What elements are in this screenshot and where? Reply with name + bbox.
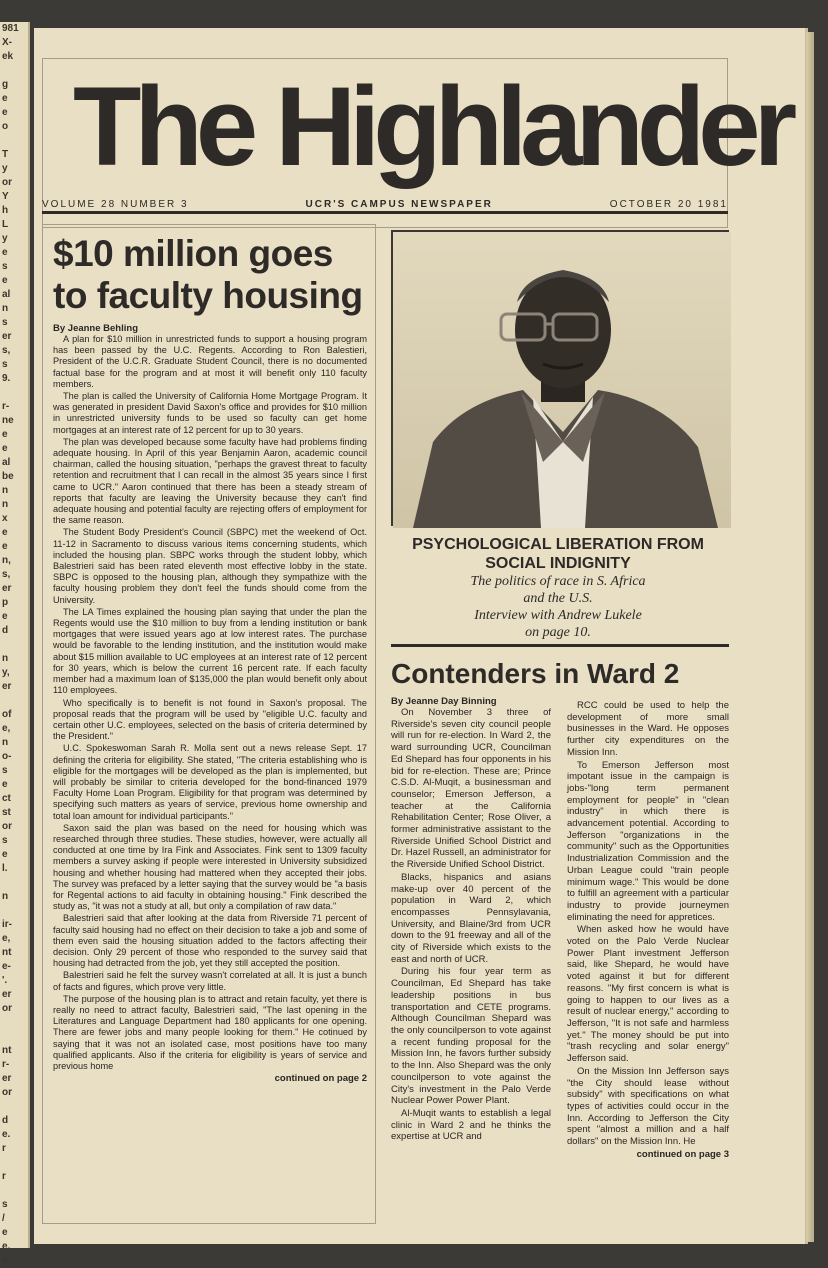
ward-story-paragraph: When asked how he would have voted on the Palo Verde Nuclear Power Plant investment Jefferson said, like Shepard, he would have voted against it but for different reasons. "My first concern is what is going to happen to our lives as a result of nuclear energy," according to Jefferson, "It is not safe and harmless yet." The money should be put into "trash recycling and solar energy" Jefferson said. (567, 924, 729, 1065)
lead-story-paragraph: The purpose of the housing plan is to attract and retain faculty, yet there is really no need to attract faculty, Balestrieri said, "The last opening in the Literatures and Language Department had 180 applicants for one opening. There are fewer jobs and many people looking for them." He cotinued by saying that it was not an isolated case, most positions have too many qualified applicants. Also if the criteria for eligibility is years of service and previous home (53, 993, 367, 1071)
previous-page-fragment (0, 1016, 28, 1030)
previous-page-fragment: o- (2, 751, 12, 762)
previous-page-fragment: e (2, 849, 8, 860)
previous-page-fragment: r- (2, 401, 10, 412)
feature-title: PSYCHOLOGICAL LIBERATION FROM SOCIAL INDIGNITY (412, 536, 704, 572)
previous-page-fragment: n, (2, 555, 11, 566)
lead-story-paragraph: A plan for $10 million in unrestricted funds to support a housing program has been passed by the U.C. Regents. According to Ron Balestieri, President of the U.C.R. Graduate Student Council, there is no documented factual base for the program and at most it will benefit only 110 faculty members. (53, 334, 367, 389)
previous-page-fragment: of (2, 709, 12, 720)
masthead-tagline: UCR'S CAMPUS NEWSPAPER (305, 199, 493, 210)
previous-page-fragment: nt (2, 1045, 12, 1056)
previous-page-edge (0, 22, 30, 1266)
previous-page-fragment: e (2, 107, 8, 118)
previous-page-fragment: d (2, 625, 9, 636)
ward-story-paragraph: On November 3 three of Riverside's seven city council people will run for re-election. In Ward 2, the ward surrounding UCR, Councilman Ed Shepard has four opponents in his bid for re-election. These are; Prince C.S.D. Al-Muqit, a businessman and counselor; Emerson Jefferson, a teacher at the California Rehabilitation Center; Rose Oliver, a former administrative assistant to the Riverside Unified School District and Dr. Hazel Russell, an administrator for the Riverside Unified School District. (391, 707, 551, 871)
previous-page-fragment: n (2, 891, 9, 902)
previous-page-fragment: g (2, 79, 9, 90)
previous-page-fragment: n (2, 303, 9, 314)
previous-page-fragment: e, (2, 723, 11, 734)
lead-story-continued: continued on page 2 (274, 1073, 367, 1085)
photo-caption (386, 535, 730, 641)
volume-number: VOLUME 28 NUMBER 3 (42, 199, 189, 210)
portrait-illustration (393, 232, 731, 528)
previous-page-fragment (0, 638, 28, 652)
lead-story-paragraph: Who specifically is to benefit is not found in Saxon's proposal. The proposal reads that the program will be used by "eligible U.C. faculty and certain other U.C. employees, selected on the basis of criteria determined by the President." (53, 697, 367, 742)
previous-page-fragment: / (2, 1213, 5, 1224)
feature-subtitle-line: on page 10. (525, 625, 591, 640)
issue-date: OCTOBER 20 1981 (609, 199, 728, 210)
previous-page-fragment: er (2, 331, 12, 342)
lead-story-paragraph: The plan was developed because some faculty have had problems finding adequate housing. In April of this year Benjamin Aaron, academic council chairman, called the housing situation, "perhaps the gravest threat to faculty retention and recruitment that I can recall in the almost 35 years since I first came to UCR." Aaron continued that there has been a steady stream of reports that faculty are leaving the University because they can't find adequate housing and potential faculty are rejecting offers of employment for the same reason. (53, 436, 367, 526)
previous-page-fragment: e, (2, 933, 11, 944)
previous-page-fragment: 9. (2, 373, 11, 384)
ward-story-paragraph: RCC could be used to help the development of more small businesses in the Ward. He opposes further city expenditures on the Mission Inn. (567, 700, 729, 758)
newspaper-title: The Highlander (73, 64, 791, 189)
previous-page-fragment: T (2, 149, 9, 160)
previous-page-fragment: s (2, 765, 8, 776)
previous-page-fragment: n (2, 737, 9, 748)
previous-page-fragment (0, 904, 28, 918)
previous-page-fragment: ir- (2, 919, 12, 930)
feature-subtitle-line: and the U.S. (523, 591, 593, 606)
previous-page-fragment: y, (2, 667, 10, 678)
ward-story-column-1 (391, 696, 551, 1226)
previous-page-fragment: ne (2, 415, 14, 426)
previous-page-fragment: or (2, 177, 12, 188)
previous-page-fragment: p (2, 597, 9, 608)
previous-page-fragment: be (2, 471, 14, 482)
previous-page-fragment: nt (2, 947, 12, 958)
previous-page-fragment: s (2, 1199, 8, 1210)
previous-page-fragment: er (2, 1073, 12, 1084)
previous-page-fragment: o (2, 121, 9, 132)
previous-page-fragment: s (2, 835, 8, 846)
lead-story-paragraph: Saxon said the plan was based on the need for housing which was researched through three studies. These studies, however, were actually all conducted at one time by Ira Fink and Associates. Fink sent to 1309 faculty members a survey asking if people were interested in University subsidized housing and whether housing had mattered when they accepted their jobs. The survey was prefaced by a letter saying that the survey would be "a basis for Regental actions to aid faculty in obtaining housing." Fink described the study as, "it was not a study at all, but only a compilation of raw data." (53, 822, 367, 912)
lead-story-paragraph: U.C. Spokeswoman Sarah R. Molla sent out a news release Sept. 17 defining the criteria for eligibility. She stated, "The criteria establishing who is eligible for the mortgages will be developed as the plan is implemented, but will probably be similar to criteria developed for the bond-financed 1979 Faculty Home Loan Program. Eligibility for that program was determined by specifying such matters as years of service, previous home ownership and total loan amount for individual participants." (53, 743, 367, 821)
feature-subtitle-line: Interview with Andrew Lukele (474, 608, 642, 623)
previous-page-fragment: n (2, 485, 9, 496)
previous-page-fragment (0, 386, 28, 400)
previous-page-fragment (0, 876, 28, 890)
previous-page-fragment: r- (2, 1059, 10, 1070)
previous-page-fragment: e (2, 443, 8, 454)
previous-page-fragment: X- (2, 37, 12, 48)
previous-page-fragment: r (2, 1171, 6, 1182)
page-edge (806, 32, 814, 1242)
previous-page-fragment: ek (2, 51, 14, 62)
previous-page-fragment: s (2, 359, 8, 370)
previous-page-fragment: e (2, 611, 8, 622)
previous-page-fragment: e (2, 247, 8, 258)
previous-page-fragment: al (2, 289, 11, 300)
ward-story-paragraph: To Emerson Jefferson most impotant issue in the campaign is jobs-"long term permanent employment for people" in "clean industry" in which there is advancement potential. According to Jefferson "organizations in the community" such as the Opportunities Industrialization Commission and the Urban League could "train people minimum wage." This would be done to fulfill an agreement with a particular industry to provide journeymen eliminating the need for appretices. (567, 759, 729, 923)
ward-story-paragraph: During his four year term as Councilman, Ed Shepard has take leadership positions in bus transportation and CETE programs. Although Councilman Shepard was the only councilperson to vote against a recent funding proposal for the Mission Inn, he favors further subsidy to the Inn. Also Shepard was the only councilperson to vote against the City's investment in the Palo Verde Nuclear Power Power Plant. (391, 966, 551, 1107)
ward-story-continued: continued on page 3 (636, 1148, 729, 1160)
previous-page-fragment: e (2, 527, 8, 538)
previous-page-fragment: x (2, 513, 8, 524)
previous-page-fragment: st (2, 807, 11, 818)
previous-page-fragment: s, (2, 569, 11, 580)
lead-story-paragraph: The plan is called the University of California Home Mortgage Program. It was generated in president David Saxon's office and provides for $10 million in unrestricted university funds to be used so faculty can get home mortgages at an interest rate of 12 percent for up to 30 years. (53, 391, 367, 435)
ward-story-byline: By Jeanne Day Binning (391, 696, 497, 707)
previous-page-fragment: s (2, 317, 8, 328)
previous-page-fragment: er (2, 681, 12, 692)
previous-page-fragment (0, 134, 28, 148)
previous-page-fragment: n (2, 499, 9, 510)
previous-page-fragment: r (2, 1143, 6, 1154)
previous-page-fragment: y (2, 233, 8, 244)
previous-page-fragment: er (2, 583, 12, 594)
previous-page-fragment: Y (2, 191, 9, 202)
lead-story-paragraph: The LA Times explained the housing plan saying that under the plan the Regents would use the $10 million to buy from a lending institution or bank mortgages that were issued years ago at low interest rates. The purchase would be favorable to the lending institution, and the institution would make about $15 million available to UC employees at an interest rate of 12 percent for 30 years, which is below the current 16 percent rate. If each faculty member had a maximum loan of $135,000 the plan would benefit only about 110 employees. (53, 606, 367, 696)
previous-page-fragment: e (2, 429, 8, 440)
previous-page-fragment: e (2, 275, 8, 286)
previous-page-fragment (0, 1030, 28, 1044)
previous-page-fragment: s (2, 261, 8, 272)
ward-story-headline: Contenders in Ward 2 (391, 658, 680, 689)
previous-page-fragment: or (2, 1003, 12, 1014)
newspaper-page (34, 28, 808, 1244)
ward-story-body-2 (567, 700, 729, 1148)
previous-page-fragment (0, 694, 28, 708)
previous-page-fragment: L (2, 219, 9, 230)
previous-page-fragment: e. (2, 1241, 11, 1252)
ward-story-paragraph: On the Mission Inn Jefferson says "the City should lease without subsidy" with specifications on what types of activities could occur in the Inn. According to Jefferson the City spent "almost a million and a half dollars" on the Mission Inn. He (567, 1065, 729, 1148)
previous-page-fragment: e (2, 93, 8, 104)
lead-story (42, 224, 376, 1224)
previous-page-fragment: n (2, 653, 9, 664)
section-divider (391, 644, 729, 647)
previous-page-fragment (0, 1100, 28, 1114)
previous-page-fragment (0, 64, 28, 78)
portrait-photo (391, 230, 729, 526)
previous-page-fragment: or (2, 1087, 12, 1098)
previous-page-fragment: or (2, 821, 12, 832)
feature-subtitle-line: The politics of race in S. Africa (470, 574, 646, 589)
ward-story-column-2 (567, 700, 729, 1226)
previous-page-fragment: s, (2, 345, 11, 356)
ward-story-body-1 (391, 707, 551, 1143)
previous-page-fragment: l. (2, 863, 8, 874)
lead-story-byline: By Jeanne Behling (53, 323, 138, 334)
previous-page-fragment: e (2, 1227, 8, 1238)
previous-page-fragment: e (2, 779, 8, 790)
previous-page-fragment: ct (2, 793, 11, 804)
previous-page-fragment: e (2, 541, 8, 552)
masthead-info-bar (42, 198, 728, 214)
ward-story-paragraph: Blacks, hispanics and asians make-up over 40 percent of the population in Ward 2, which encompasses Pennsylavania, University, and Blaine/3rd from UCR down to the 91 freeway and all of the city of Riverside which exists to the east and north of UCR. (391, 871, 551, 965)
lead-story-paragraph: Balestrieri said he felt the survey wasn't correlated at all. It is just a bunch of facts and figures, which prove very little. (53, 970, 367, 992)
lead-story-headline: $10 million goes to faculty housing (53, 233, 363, 316)
previous-page-fragment (0, 1184, 28, 1198)
previous-page-fragment: h (2, 205, 9, 216)
lead-story-paragraph: Balestrieri said that after looking at the data from Riverside 71 percent of faculty said housing had no effect on their decision to take a job and some of them even said the housing situation added to the factors affecting their decision. Only 29 percent of those who responded to the survey said that housing had detracted from the job, yet they still accepted the position. (53, 913, 367, 969)
previous-page-fragment: y (2, 163, 8, 174)
previous-page-fragment: 981 (2, 23, 19, 34)
ward-story-paragraph: Al-Muqit wants to establish a legal clinic in Ward 2 and he thinks the expertise at UCR and (391, 1107, 551, 1143)
previous-page-fragment: er (2, 989, 12, 1000)
previous-page-fragment: e (2, 1255, 8, 1266)
lead-story-body (53, 334, 367, 1072)
previous-page-fragment: e. (2, 1129, 11, 1140)
previous-page-fragment: e- (2, 961, 11, 972)
previous-page-fragment: al (2, 457, 11, 468)
previous-page-fragment: '. (2, 975, 8, 986)
previous-page-fragment (0, 1156, 28, 1170)
lead-story-paragraph: The Student Body President's Council (SBPC) met the weekend of Oct. 11-12 in Sacramento to discuss various items concerning students, which included the housing plan. SBPC works through the student lobby, which Balestrieri said has been rated eleventh most effective lobby in the state. SBPC is opposed to the housing plan, although they sympathize with the faculty housing problem they don't feel the funds should come from the University. (53, 527, 367, 605)
previous-page-fragment: d (2, 1115, 9, 1126)
